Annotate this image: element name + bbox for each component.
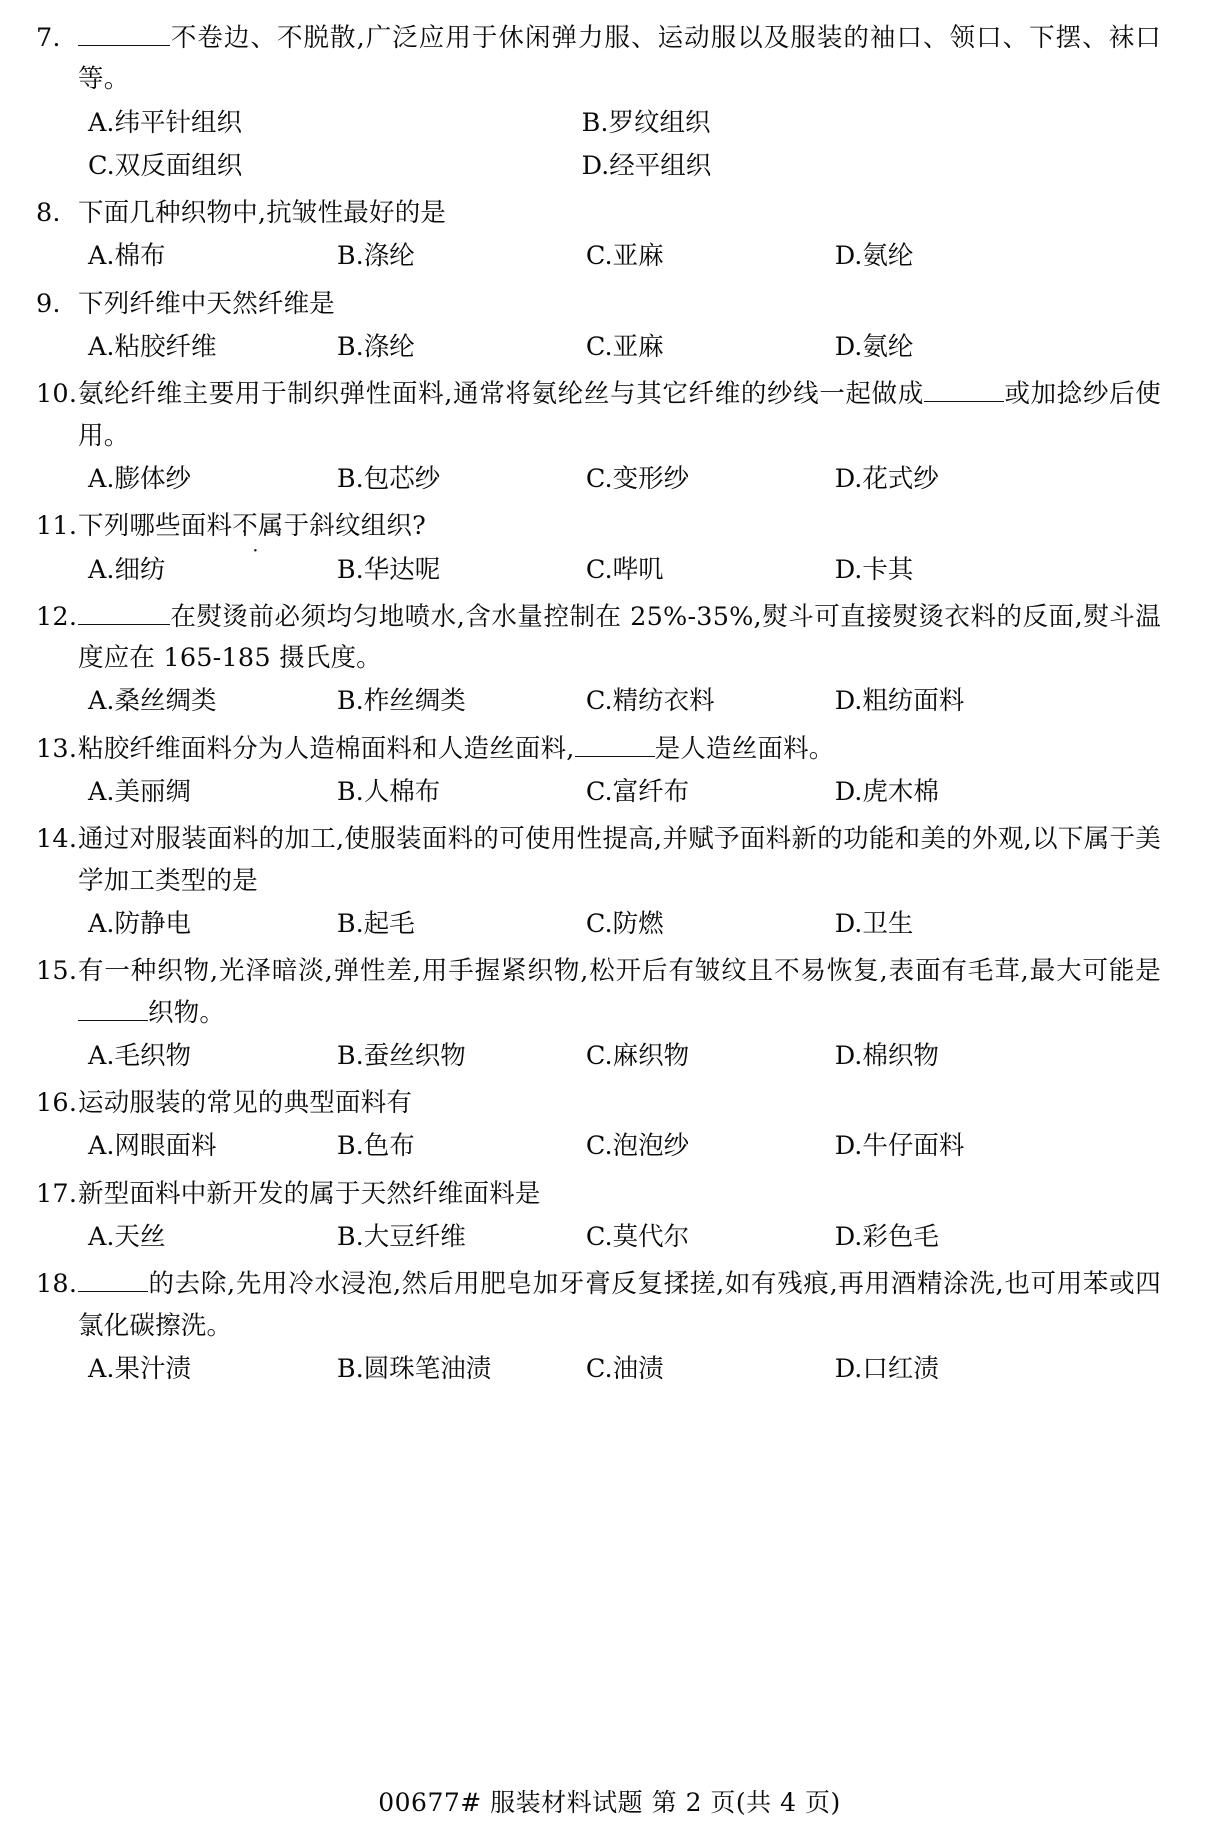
option-a[interactable]: A.毛织物 [88,1040,192,1071]
question-7 [36,18,1161,187]
question-text: 下面几种织物中,抗皱性最好的是 [78,198,447,229]
question-stem [36,729,1161,770]
question-body-post: 织物。 [148,997,226,1028]
question-stem [36,506,1161,547]
option-b[interactable]: B.涤纶 [336,241,415,272]
question-number: 11. [36,511,78,542]
option-row [36,146,1161,187]
question-body-pre: 氨纶纤维主要用于制织弹性面料,通常将氨纶丝与其它纤维的纱线一起做成 [78,379,925,410]
option-row [36,772,1161,813]
question-stem [36,193,1161,234]
question-stem [36,951,1161,1034]
question-stem [36,1174,1161,1215]
option-c[interactable]: C.哔叽 [585,554,664,585]
question-number: 14. [36,824,78,855]
option-c[interactable]: C.泡泡纱 [585,1131,690,1162]
option-d[interactable]: D.花式纱 [834,463,939,494]
option-b[interactable]: B.圆珠笔油渍 [336,1353,492,1384]
question-number: 15. [36,956,78,987]
option-d[interactable]: D.彩色毛 [834,1222,939,1253]
option-c[interactable]: C.油渍 [585,1353,664,1384]
option-a[interactable]: A.美丽绸 [88,777,192,808]
option-c[interactable]: C.双反面组织 [88,150,243,181]
emphasis-text: 不属 · · · [232,506,283,547]
option-row [36,103,1161,144]
option-c[interactable]: C.富纤布 [585,777,690,808]
question-stem [36,18,1161,101]
option-row [36,904,1161,945]
option-a[interactable]: A.果汁渍 [88,1353,192,1384]
fill-blank [924,401,1004,402]
question-17 [36,1174,1161,1259]
question-stem [36,819,1161,902]
question-text: 运动服装的常见的典型面料有 [78,1088,413,1119]
option-d[interactable]: D.卡其 [834,554,914,585]
question-number: 8. [36,198,61,229]
question-10 [36,374,1161,500]
question-text [78,1264,1161,1347]
option-b[interactable]: B.罗纹组织 [581,107,711,138]
question-12 [36,597,1161,723]
option-row [36,236,1161,277]
question-number: 17. [36,1178,78,1209]
option-row [36,1126,1161,1167]
question-body-post: 或加捻纱后使用。 [78,379,1161,451]
question-body-pre: 粘胶纤维面料分为人造棉面料和人造丝面料, [78,733,575,764]
option-d[interactable]: D.口红渍 [834,1353,939,1384]
question-number: 10. [36,379,78,410]
question-18 [36,1264,1161,1390]
question-text [78,951,1161,1034]
option-row [36,327,1161,368]
option-b[interactable]: B.起毛 [336,908,415,939]
option-d[interactable]: D.氨纶 [834,241,914,272]
option-d[interactable]: D.棉织物 [834,1040,939,1071]
option-c[interactable]: C.防燃 [585,908,664,939]
option-a[interactable]: A.棉布 [88,241,166,272]
option-a[interactable]: A.天丝 [88,1222,166,1253]
option-row [36,459,1161,500]
question-body: 的去除,先用冷水浸泡,然后用肥皂加牙膏反复揉搓,如有残痕,再用酒精涂洗,也可用苯或四氯化碳擦洗。 [78,1269,1161,1341]
question-text [78,374,1161,457]
question-number: 18. [36,1269,78,1300]
question-16 [36,1083,1161,1168]
question-stem [36,284,1161,325]
question-number: 9. [36,288,61,319]
option-row [36,1036,1161,1077]
fill-blank [78,624,170,625]
option-b[interactable]: B.包芯纱 [336,463,441,494]
question-body-pre: 下列哪些面料 [78,511,233,542]
option-c[interactable]: C.莫代尔 [585,1222,690,1253]
option-a[interactable]: A.桑丝绸类 [88,686,217,717]
question-stem [36,1264,1161,1347]
option-b[interactable]: B.蚕丝织物 [336,1040,466,1071]
option-c[interactable]: C.变形纱 [585,463,690,494]
question-9 [36,284,1161,369]
option-b[interactable]: B.柞丝绸类 [336,686,466,717]
option-c[interactable]: C.精纺衣料 [585,686,715,717]
question-text [78,506,1161,547]
fill-blank [78,1291,148,1292]
option-row [36,1349,1161,1390]
option-d[interactable]: D.牛仔面料 [834,1131,965,1162]
fill-blank [575,756,655,757]
question-body: 不卷边、不脱散,广泛应用于休闲弹力服、运动服以及服装的袖口、领口、下摆、袜口等。 [78,23,1161,95]
question-stem [36,597,1161,680]
question-number: 12. [36,601,78,632]
option-row [36,1217,1161,1258]
option-a[interactable]: A.细纺 [88,554,166,585]
question-body-post: 是人造丝面料。 [654,733,835,764]
question-stem [36,1083,1161,1124]
question-number: 16. [36,1088,78,1119]
option-a[interactable]: A.膨体纱 [88,463,192,494]
question-number: 13. [36,733,78,764]
question-number: 7. [36,23,61,53]
option-b[interactable]: B.涤纶 [336,332,415,363]
question-text [78,18,1161,101]
option-a[interactable]: A.纬平针组织 [88,107,243,138]
option-c[interactable]: C.麻织物 [585,1040,690,1071]
option-b[interactable]: B.色布 [336,1131,415,1162]
option-c[interactable]: C.亚麻 [585,241,664,272]
option-row [36,550,1161,591]
question-body: 在熨烫前必须均匀地喷水,含水量控制在 25%-35%,熨斗可直接熨烫衣料的反面,熨斗温度应在 165-185 摄氏度。 [78,601,1161,674]
option-d[interactable]: D.粗纺面料 [834,686,965,717]
question-text [78,729,1161,770]
question-8 [36,193,1161,278]
option-b[interactable]: B.大豆纤维 [336,1222,466,1253]
question-text [78,597,1161,680]
option-a[interactable]: A.网眼面料 [88,1131,217,1162]
question-13 [36,729,1161,814]
option-d[interactable]: D.经平组织 [581,150,712,181]
option-d[interactable]: D.卫生 [834,908,914,939]
fill-blank [78,45,170,46]
option-row [36,681,1161,722]
question-body-post: 于斜纹组织? [283,511,426,542]
fill-blank [78,1020,148,1021]
question-11 [36,506,1161,591]
question-15 [36,951,1161,1077]
option-d[interactable]: D.氨纶 [834,332,914,363]
question-body-pre: 有一种织物,光泽暗淡,弹性差,用手握紧织物,松开后有皱纹且不易恢复,表面有毛茸,最大可能是 [78,956,1161,987]
option-d[interactable]: D.虎木棉 [834,777,939,808]
question-14 [36,819,1161,945]
option-b[interactable]: B.人棉布 [336,777,441,808]
question-text: 通过对服装面料的加工,使服装面料的可使用性提高,并赋予面料新的功能和美的外观,以下属于美学加工类型的是 [78,824,1161,896]
question-text: 新型面料中新开发的属于天然纤维面料是 [78,1178,541,1209]
option-c[interactable]: C.亚麻 [585,332,664,363]
option-a[interactable]: A.粘胶纤维 [88,332,217,363]
page-footer: 00677# 服装材料试题 第 2 页(共 4 页) [378,1788,841,1817]
question-stem [36,374,1161,457]
option-a[interactable]: A.防静电 [88,908,192,939]
option-b[interactable]: B.华达呢 [336,554,441,585]
question-text: 下列纤维中天然纤维是 [78,288,336,319]
